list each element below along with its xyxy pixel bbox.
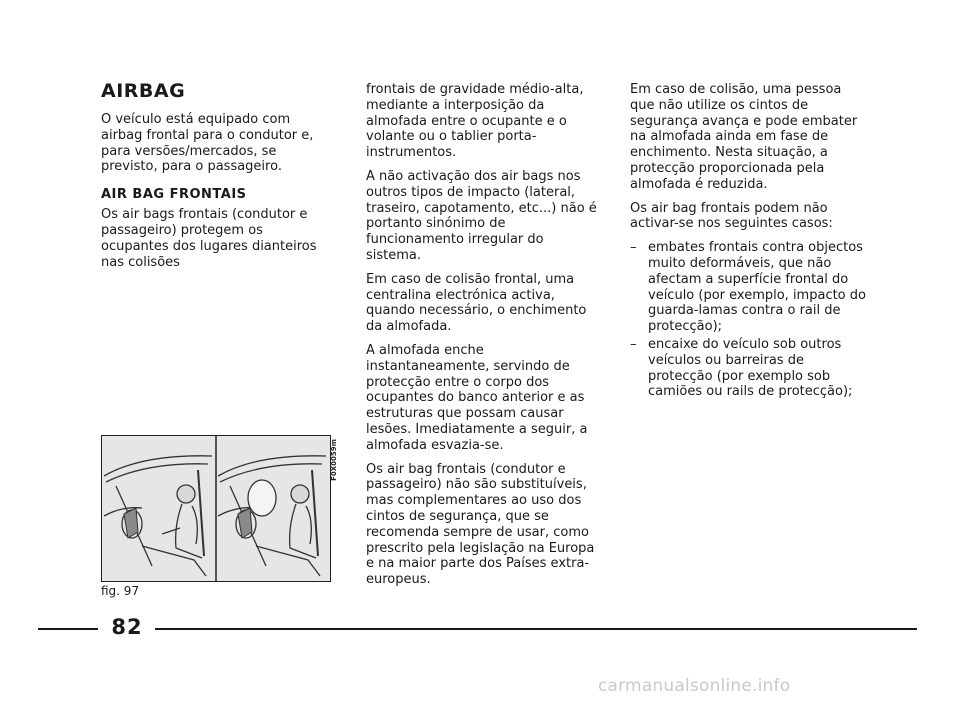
section-heading: AIR BAG FRONTAIS [101,187,247,203]
list-item-text: embates frontais contra objectos muito deformáveis, que não afectam a superfície frontal do veículo (por exemplo, impacto do guarda-lamas contra o rail de protecção); [648,240,866,335]
dash-bullet: – [630,240,637,256]
column-right [630,82,868,402]
section-paragraph: Os air bags frontais (condutor e passageiro) protegem os ocupantes dos lugares dianteiros nas colisões [101,207,317,270]
dash-bullet: – [630,336,637,352]
list-item [630,337,868,400]
paragraph: Em caso de colisão, uma pessoa que não utilize os cintos de segurança avança e pode embater na almofada ainda em fase de enchimento. Nesta situação, a protecção proporcionada pela almofada é reduzida. [630,82,858,192]
paragraph: A não activação dos air bags nos outros tipos de impacto (lateral, traseiro, capotamento, etc...) não é portanto sinónimo de funcionamento irregular do sistema. [366,168,597,263]
figure-code-text: F0X0059m [329,439,338,481]
page-title: AIRBAG [101,80,186,102]
list-item-text: encaixe do veículo sob outros veículos ou barreiras de protecção (por exemplo sob camiões ou rails de protecção); [648,336,853,400]
footer-rule-right [155,628,917,630]
page-number: 82 [111,615,143,639]
column-left [101,80,333,278]
paragraph: Os air bag frontais podem não activar-se nos seguintes casos: [630,200,833,232]
paragraph: Em caso de colisão frontal, uma centralina electrónica activa, quando necessário, o enchimento da almofada. [366,271,587,335]
column-middle [366,82,598,596]
paragraph: frontais de gravidade médio-alta, mediante a interposição da almofada entre o ocupante e o volante ou o tablier porta-instrumentos. [366,82,584,161]
paragraph: A almofada enche instantaneamente, servindo de protecção entre o corpo dos ocupantes do banco anterior e as estruturas que possam causar lesões. Imediatamente a seguir, a almofada esvazia-se. [366,342,588,453]
intro-paragraph: O veículo está equipado com airbag frontal para o condutor e, para versões/mercados, se previsto, para o passageiro. [101,112,314,175]
list-item [630,240,868,335]
airbag-illustration [101,435,331,582]
airbag-illustration-drawing [102,436,330,581]
figure-caption: fig. 97 [101,584,140,598]
footer-rule-left [38,628,98,630]
watermark: carmanualsonline.info [598,676,791,696]
paragraph: Os air bag frontais (condutor e passageiro) não são substituíveis, mas complementares ao uso dos cintos de segurança, que se recomenda sempre de usar, como prescrito pela legislação na Europa e na maior parte dos Países extra-europeus. [366,461,595,588]
cases-list [630,240,868,400]
figure-code [329,436,343,486]
